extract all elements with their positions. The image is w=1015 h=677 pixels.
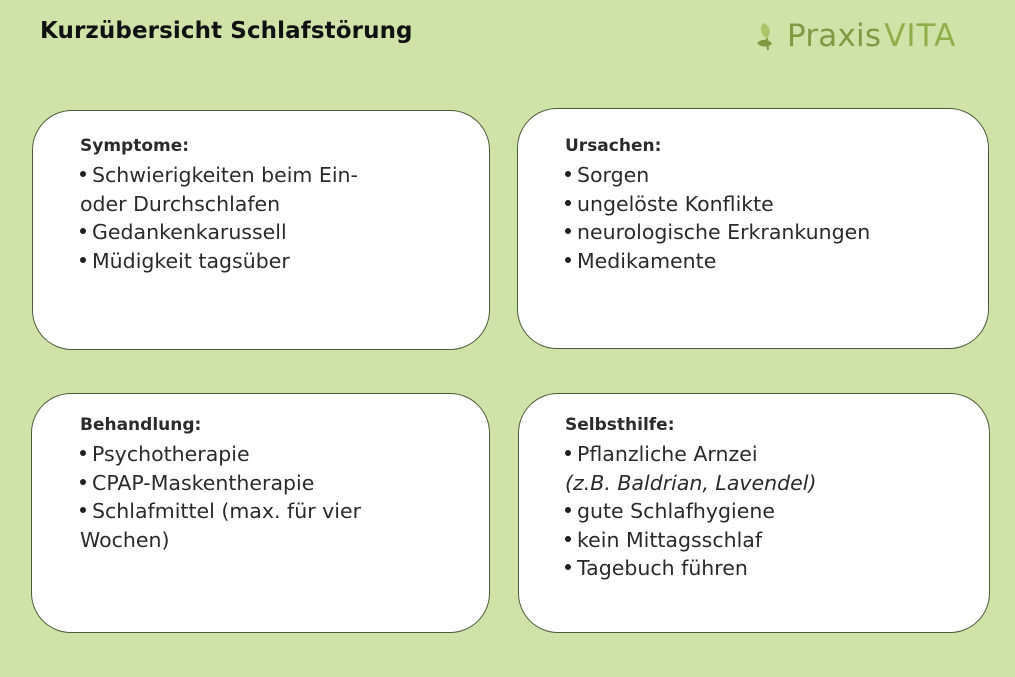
- bullet-icon: [80, 228, 86, 234]
- bullet-icon: [80, 257, 86, 263]
- list-item: Medikamente: [565, 247, 988, 276]
- list-item: Gedankenkarussell: [80, 218, 489, 247]
- list-item: (z.B. Baldrian, Lavendel): [565, 470, 817, 495]
- ursachen-list: [565, 161, 988, 275]
- list-item: Schlafmittel (max. für vier: [80, 497, 489, 526]
- bullet-icon: [80, 479, 86, 485]
- list-item: Pflanzliche Arnzei: [565, 440, 989, 469]
- logo-wordmark: [787, 18, 956, 54]
- bullet-icon: [565, 171, 571, 177]
- bullet-icon: [565, 200, 571, 206]
- logo-word-praxis: Praxis: [787, 18, 882, 54]
- list-item: gute Schlafhygiene: [565, 497, 989, 526]
- page-title: Kurzübersicht Schlafstörung: [40, 18, 413, 44]
- list-item: CPAP-Maskentherapie: [80, 469, 489, 498]
- list-item: Müdigkeit tagsüber: [80, 247, 489, 276]
- list-item: Sorgen: [565, 161, 988, 190]
- card-heading: Symptome:: [80, 136, 190, 156]
- card-selbsthilfe: [518, 393, 990, 633]
- bullet-icon: [565, 507, 571, 513]
- list-item: Wochen): [80, 527, 170, 552]
- card-symptome: [32, 110, 490, 350]
- list-item: oder Durchschlafen: [80, 191, 281, 216]
- card-heading: Selbsthilfe:: [565, 415, 675, 435]
- list-item: kein Mittagsschlaf: [565, 526, 989, 555]
- card-ursachen: [517, 108, 989, 349]
- bullet-icon: [565, 228, 571, 234]
- card-heading: Behandlung:: [80, 415, 202, 435]
- bullet-icon: [80, 507, 86, 513]
- card-heading: Ursachen:: [565, 136, 662, 156]
- list-item: neurologische Erkrankungen: [565, 218, 988, 247]
- leaf-icon: [753, 19, 785, 53]
- selbsthilfe-list: [565, 440, 989, 583]
- behandlung-list: [80, 440, 489, 554]
- praxisvita-logo: [753, 16, 956, 56]
- bullet-icon: [565, 564, 571, 570]
- list-item: ungelöste Konflikte: [565, 190, 988, 219]
- bullet-icon: [565, 257, 571, 263]
- symptome-list: [80, 161, 489, 275]
- bullet-icon: [80, 171, 86, 177]
- bullet-icon: [80, 450, 86, 456]
- bullet-icon: [565, 536, 571, 542]
- list-item: Schwierigkeiten beim Ein-: [80, 161, 489, 190]
- logo-word-vita: VITA: [884, 18, 957, 54]
- list-item: Psychotherapie: [80, 440, 489, 469]
- list-item: Tagebuch führen: [565, 554, 989, 583]
- bullet-icon: [565, 450, 571, 456]
- card-behandlung: [31, 393, 490, 633]
